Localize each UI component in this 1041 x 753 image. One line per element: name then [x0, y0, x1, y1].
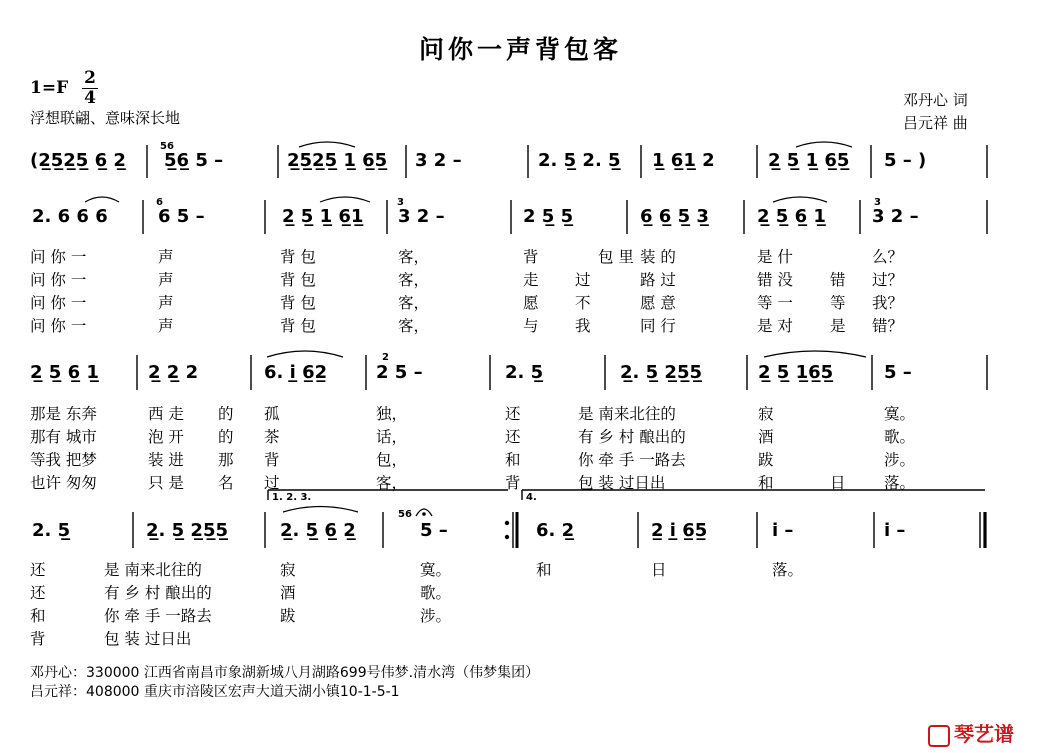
v2-s8: 错 [830, 271, 846, 289]
r3v4-s9: 落。 [884, 474, 916, 492]
tempo-mark: 浮想联翩、意味深长地 [30, 109, 181, 127]
v1-s2: 背 包 [280, 248, 316, 266]
r3v1-s2: 的 [218, 405, 234, 423]
r3v1-s0: 那是 东奔 [30, 405, 97, 423]
v4-s2: 背 包 [280, 317, 316, 335]
row2-grace1: 6 [156, 197, 163, 208]
time-denominator: 4 [84, 88, 96, 108]
r4v1-s2: 寂 [280, 561, 296, 579]
row3-measure5: 2. 5̲ [505, 362, 544, 383]
logo-text: 琴艺谱 [954, 722, 1014, 746]
r3v2-s1: 泡 开 [148, 428, 184, 446]
row2-measure5: 2 5̲ 5̲ [523, 206, 574, 227]
lyricist-credit: 邓丹心 词 [903, 91, 968, 109]
row3-measure4: 2 5 – [376, 362, 423, 383]
row1-measure7: 2̲ 5̲ 1̲ 6̲5̲ [768, 150, 850, 171]
r3v4-s3: 过 [264, 474, 280, 492]
v3-s2: 背 包 [280, 294, 316, 312]
row3-grace1: 2 [382, 352, 389, 363]
r4v1-s4: 和 [536, 561, 552, 579]
composer-credit: 吕元祥 曲 [903, 114, 968, 132]
r4v1-s5: 日 [651, 561, 667, 579]
v2-s0: 问 你 一 [30, 271, 87, 289]
r3v1-s6: 是 南来北往的 [578, 405, 676, 423]
row1-measure5: 2. 5̲ 2. 5̲ [538, 150, 621, 171]
v2-s4: 走 [523, 271, 539, 289]
v1-s8: 么？ [872, 248, 904, 266]
r3v3-s8: 涉。 [884, 451, 916, 469]
r4v1-s1: 是 南来北往的 [104, 561, 202, 579]
time-numerator: 2 [84, 68, 96, 88]
r3v1-s1: 西 走 [148, 405, 184, 423]
key-signature: 1=F [30, 78, 69, 98]
r4v3-s3: 涉。 [420, 607, 452, 625]
row2-measure7: 2̲ 5̲ 6̲ 1̲ [757, 206, 826, 227]
r3v4-s2: 名 [218, 474, 234, 492]
row4-measure7: i – [772, 520, 794, 541]
v1-s3: 客， [398, 248, 430, 266]
r4v2-s3: 歌。 [420, 584, 452, 602]
row2-measure6: 6̲ 6̲ 5̲ 3̲ [640, 206, 709, 227]
r3v3-s4: 包， [376, 451, 408, 469]
volta-2-label: 4. [526, 492, 537, 503]
row1-measure6: 1̲ 6̲1̲ 2 [652, 150, 715, 171]
r3v1-s4: 独， [376, 405, 408, 423]
r3v4-s6: 包 装 过日出 [578, 474, 666, 492]
row4-measure5: 6. 2̲ [536, 520, 575, 541]
v3-s6: 愿 意 [640, 294, 676, 312]
row1-measure1: (2̲5̲2̲5̲ 6̲ 2̲ [30, 150, 126, 171]
r4v4-s0: 背 [30, 630, 46, 648]
row1-grace1: 56 [160, 141, 174, 152]
v4-s8: 是 [830, 317, 846, 335]
r3v3-s0: 等我 把梦 [30, 451, 97, 469]
row4-measure2: 2̲. 5̲ 2̲5̲5̲ [146, 520, 228, 541]
v4-s3: 客， [398, 317, 430, 335]
v1-s6: 装 的 [640, 248, 676, 266]
row2-measure1: 2. 6 6 6 [32, 206, 108, 227]
row2-measure3: 2̲ 5̲ 1̲ 6̲1̲ [282, 206, 364, 227]
row4-measure1: 2. 5̲ [32, 520, 71, 541]
v2-s2: 背 包 [280, 271, 316, 289]
row2-measure8: 3 2 – [872, 206, 919, 227]
row2-grace2: 3 [397, 197, 404, 208]
row4-grace1: 56 [398, 509, 412, 520]
row3-measure6: 2̲. 5̲ 2̲5̲5̲ [620, 362, 702, 383]
r3v4-s0: 也许 匆匆 [30, 474, 97, 492]
v3-s8: 等 [830, 294, 846, 312]
r3v4-s4: 客， [376, 474, 408, 492]
r3v2-s5: 还 [505, 428, 521, 446]
row3-measure3: 6. i̲ 6̲2̲ [264, 362, 328, 383]
r4v2-s2: 酒 [280, 584, 296, 602]
r4v2-s1: 有 乡 村 酿出的 [104, 584, 212, 602]
r3v2-s6: 有 乡 村 酿出的 [578, 428, 686, 446]
row1-measure4: 3 2 – [415, 150, 462, 171]
v2-s6: 路 过 [640, 271, 676, 289]
v4-s0: 问 你 一 [30, 317, 87, 335]
r3v3-s2: 那 [218, 451, 234, 469]
row1-measure2: 5̲6̲ 5 – [164, 150, 224, 171]
r4v3-s2: 跋 [280, 607, 296, 625]
row1-measure8: 5 – ) [884, 150, 927, 171]
v3-s9: 我？ [872, 294, 904, 312]
v1-s5: 包 里 [598, 248, 634, 266]
v3-s7: 等 一 [757, 294, 793, 312]
r3v4-s8: 日 [830, 474, 846, 492]
page-title: 问你一声背包客 [418, 35, 622, 64]
v4-s6: 同 行 [640, 317, 676, 335]
row4-measure4: 5 – [420, 520, 448, 541]
r4v3-s0: 和 [30, 607, 46, 625]
r3v2-s0: 那有 城市 [30, 428, 97, 446]
v4-s1: 声 [158, 317, 174, 335]
r3v1-s3: 孤 [264, 405, 280, 423]
v1-s0: 问 你 一 [30, 248, 87, 266]
v4-s7: 是 对 [757, 317, 793, 335]
v3-s5: 不 [575, 294, 591, 312]
v3-s3: 客， [398, 294, 430, 312]
row3-measure1: 2̲ 5̲ 6̲ 1̲ [30, 362, 99, 383]
v1-s4: 背 [523, 248, 539, 266]
row1-measure3: 2̲5̲2̲5̲ 1̲ 6̲5̲ [287, 150, 388, 171]
row4-measure6: 2̲ i̲ 6̲5̲ [651, 520, 708, 541]
logo-icon [928, 725, 950, 747]
r4v1-s3: 寞。 [420, 561, 452, 579]
r3v2-s3: 茶 [264, 428, 280, 446]
v4-s9: 错？ [872, 317, 904, 335]
row4-measure8: i – [884, 520, 906, 541]
r3v4-s5: 背 [505, 474, 521, 492]
r3v2-s8: 歌。 [884, 428, 916, 446]
row2-measure4: 3 2 – [398, 206, 445, 227]
v1-s7: 是 什 [757, 248, 793, 266]
r3v1-s7: 寂 [758, 405, 774, 423]
v2-s3: 客， [398, 271, 430, 289]
r4v1-s6: 落。 [772, 561, 804, 579]
v2-s5: 过 [575, 271, 591, 289]
site-logo[interactable] [928, 718, 1014, 747]
r4v2-s0: 还 [30, 584, 46, 602]
footer-address-lyricist: 邓丹心：330000 江西省南昌市象湖新城八月湖路699号伟梦.清水湾（伟梦集团） [30, 665, 540, 681]
r4v1-s0: 还 [30, 561, 46, 579]
v3-s1: 声 [158, 294, 174, 312]
volta-1-label: 1. 2. 3. [272, 492, 312, 503]
row3-measure2: 2̲ 2̲ 2 [148, 362, 199, 383]
v4-s5: 我 [575, 317, 591, 335]
r4v4-s1: 包 装 过日出 [104, 630, 192, 648]
v2-s9: 过？ [872, 271, 904, 289]
v3-s0: 问 你 一 [30, 294, 87, 312]
r3v3-s3: 背 [264, 451, 280, 469]
row3-measure7: 2̲ 5̲ 1̲6̲5̲ [758, 362, 834, 383]
v2-s1: 声 [158, 271, 174, 289]
r3v4-s1: 只 是 [148, 474, 184, 492]
footer-address-composer: 吕元祥：408000 重庆市涪陵区宏声大道天湖小镇10-1-5-1 [30, 684, 400, 700]
r3v3-s7: 跋 [758, 451, 774, 469]
r3v3-s5: 和 [505, 451, 521, 469]
row3-measure8: 5 – [884, 362, 912, 383]
r3v3-s1: 装 进 [148, 451, 184, 469]
r3v2-s4: 话， [376, 428, 408, 446]
v4-s4: 与 [523, 317, 539, 335]
row2-measure2: 6 5 – [158, 206, 205, 227]
v2-s7: 错 没 [757, 271, 793, 289]
r4v3-s1: 你 牵 手 一路去 [104, 607, 212, 625]
r3v3-s6: 你 牵 手 一路去 [578, 451, 686, 469]
r3v1-s8: 寞。 [884, 405, 916, 423]
r3v1-s5: 还 [505, 405, 521, 423]
row4-measure3: 2̲. 5̲ 6̲ 2̲ [280, 520, 356, 541]
row2-grace3: 3 [874, 197, 881, 208]
r3v4-s7: 和 [758, 474, 774, 492]
v1-s1: 声 [158, 248, 174, 266]
v3-s4: 愿 [523, 294, 539, 312]
r3v2-s7: 酒 [758, 428, 774, 446]
r3v2-s2: 的 [218, 428, 234, 446]
